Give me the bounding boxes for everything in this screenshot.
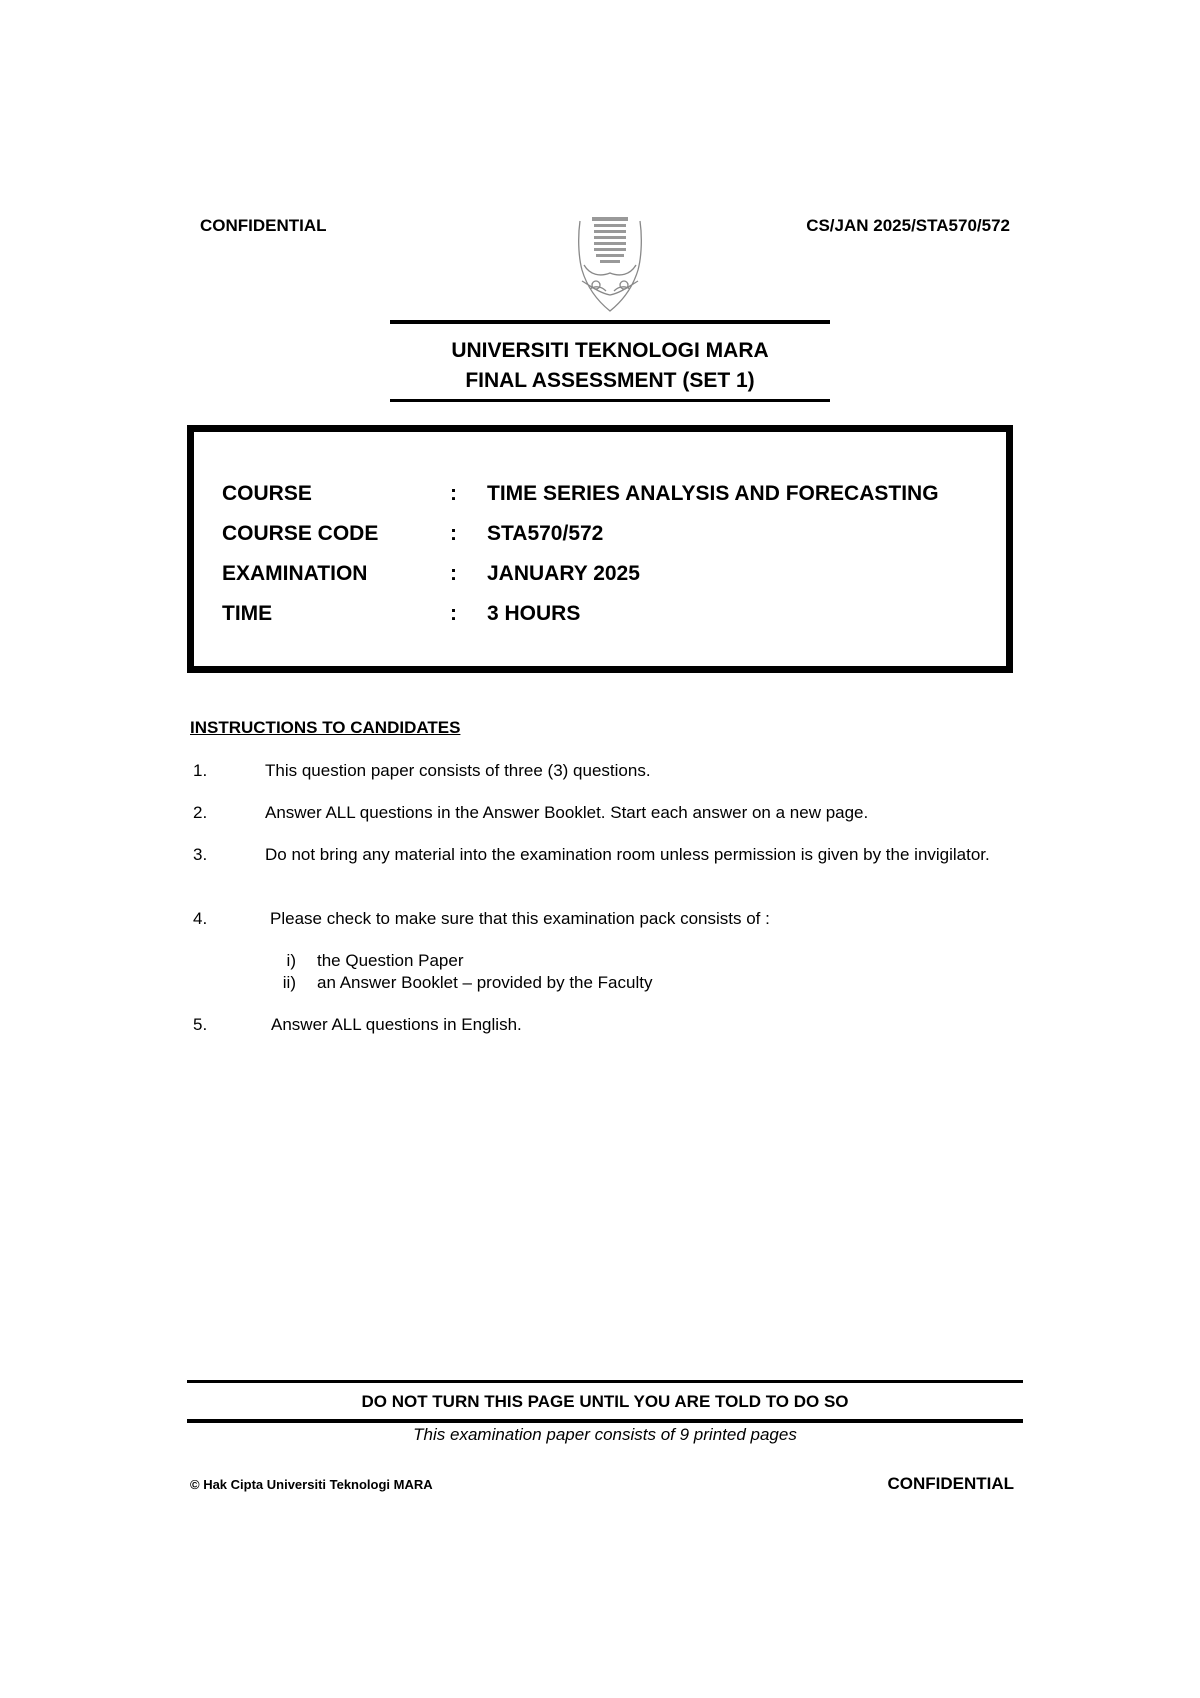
sub-item-text: the Question Paper bbox=[317, 951, 464, 970]
examination-value: JANUARY 2025 bbox=[487, 562, 640, 585]
time-separator: : bbox=[450, 602, 457, 625]
course-label: COURSE bbox=[222, 482, 312, 505]
instruction-text: This question paper consists of three (3) questions. bbox=[265, 761, 651, 780]
instruction-number: 5. bbox=[193, 1015, 208, 1034]
university-name: UNIVERSITI TEKNOLOGI MARA bbox=[451, 339, 769, 362]
instructions-title: INSTRUCTIONS TO CANDIDATES bbox=[190, 718, 461, 737]
course-code-value: STA570/572 bbox=[487, 522, 604, 545]
footer-top-rule bbox=[187, 1380, 1023, 1383]
footer-bottom-rule bbox=[187, 1419, 1023, 1423]
instruction-number: 4. bbox=[193, 909, 208, 928]
instruction-text: Answer ALL questions in English. bbox=[271, 1015, 522, 1034]
course-code-separator: : bbox=[450, 522, 457, 545]
sub-item-number: i) bbox=[286, 951, 296, 970]
uitm-crest-icon bbox=[570, 215, 650, 315]
time-label: TIME bbox=[222, 602, 273, 625]
header-confidential: CONFIDENTIAL bbox=[200, 216, 327, 235]
instruction-text: Do not bring any material into the examination room unless permission is given by the invigilator. bbox=[265, 845, 990, 864]
instruction-number: 1. bbox=[193, 761, 208, 780]
do-not-turn-warning: DO NOT TURN THIS PAGE UNTIL YOU ARE TOLD TO DO SO bbox=[361, 1392, 849, 1411]
examination-separator: : bbox=[450, 562, 457, 585]
instruction-number: 3. bbox=[193, 845, 208, 864]
instruction-text: Please check to make sure that this examination pack consists of : bbox=[270, 909, 770, 928]
page-count-note: This examination paper consists of 9 printed pages bbox=[413, 1425, 797, 1444]
course-code-label: COURSE CODE bbox=[222, 522, 379, 545]
sub-item-number: ii) bbox=[282, 973, 296, 992]
course-value: TIME SERIES ANALYSIS AND FORECASTING bbox=[487, 482, 939, 505]
title-bottom-rule bbox=[390, 399, 830, 402]
time-value: 3 HOURS bbox=[487, 602, 581, 625]
footer-confidential: CONFIDENTIAL bbox=[887, 1474, 1014, 1493]
sub-item-text: an Answer Booklet – provided by the Faculty bbox=[317, 973, 653, 992]
assessment-title bbox=[0, 336, 1200, 396]
course-separator: : bbox=[450, 482, 457, 505]
copyright-notice: © Hak Cipta Universiti Teknologi MARA bbox=[190, 1477, 433, 1492]
header-paper-code: CS/JAN 2025/STA570/572 bbox=[806, 216, 1010, 235]
instruction-text: Answer ALL questions in the Answer Booklet. Start each answer on a new page. bbox=[265, 803, 869, 822]
course-info-box bbox=[187, 425, 1013, 673]
assessment-set: FINAL ASSESSMENT (SET 1) bbox=[465, 369, 755, 392]
instruction-number: 2. bbox=[193, 803, 208, 822]
title-top-rule bbox=[390, 320, 830, 324]
examination-label: EXAMINATION bbox=[222, 562, 368, 585]
